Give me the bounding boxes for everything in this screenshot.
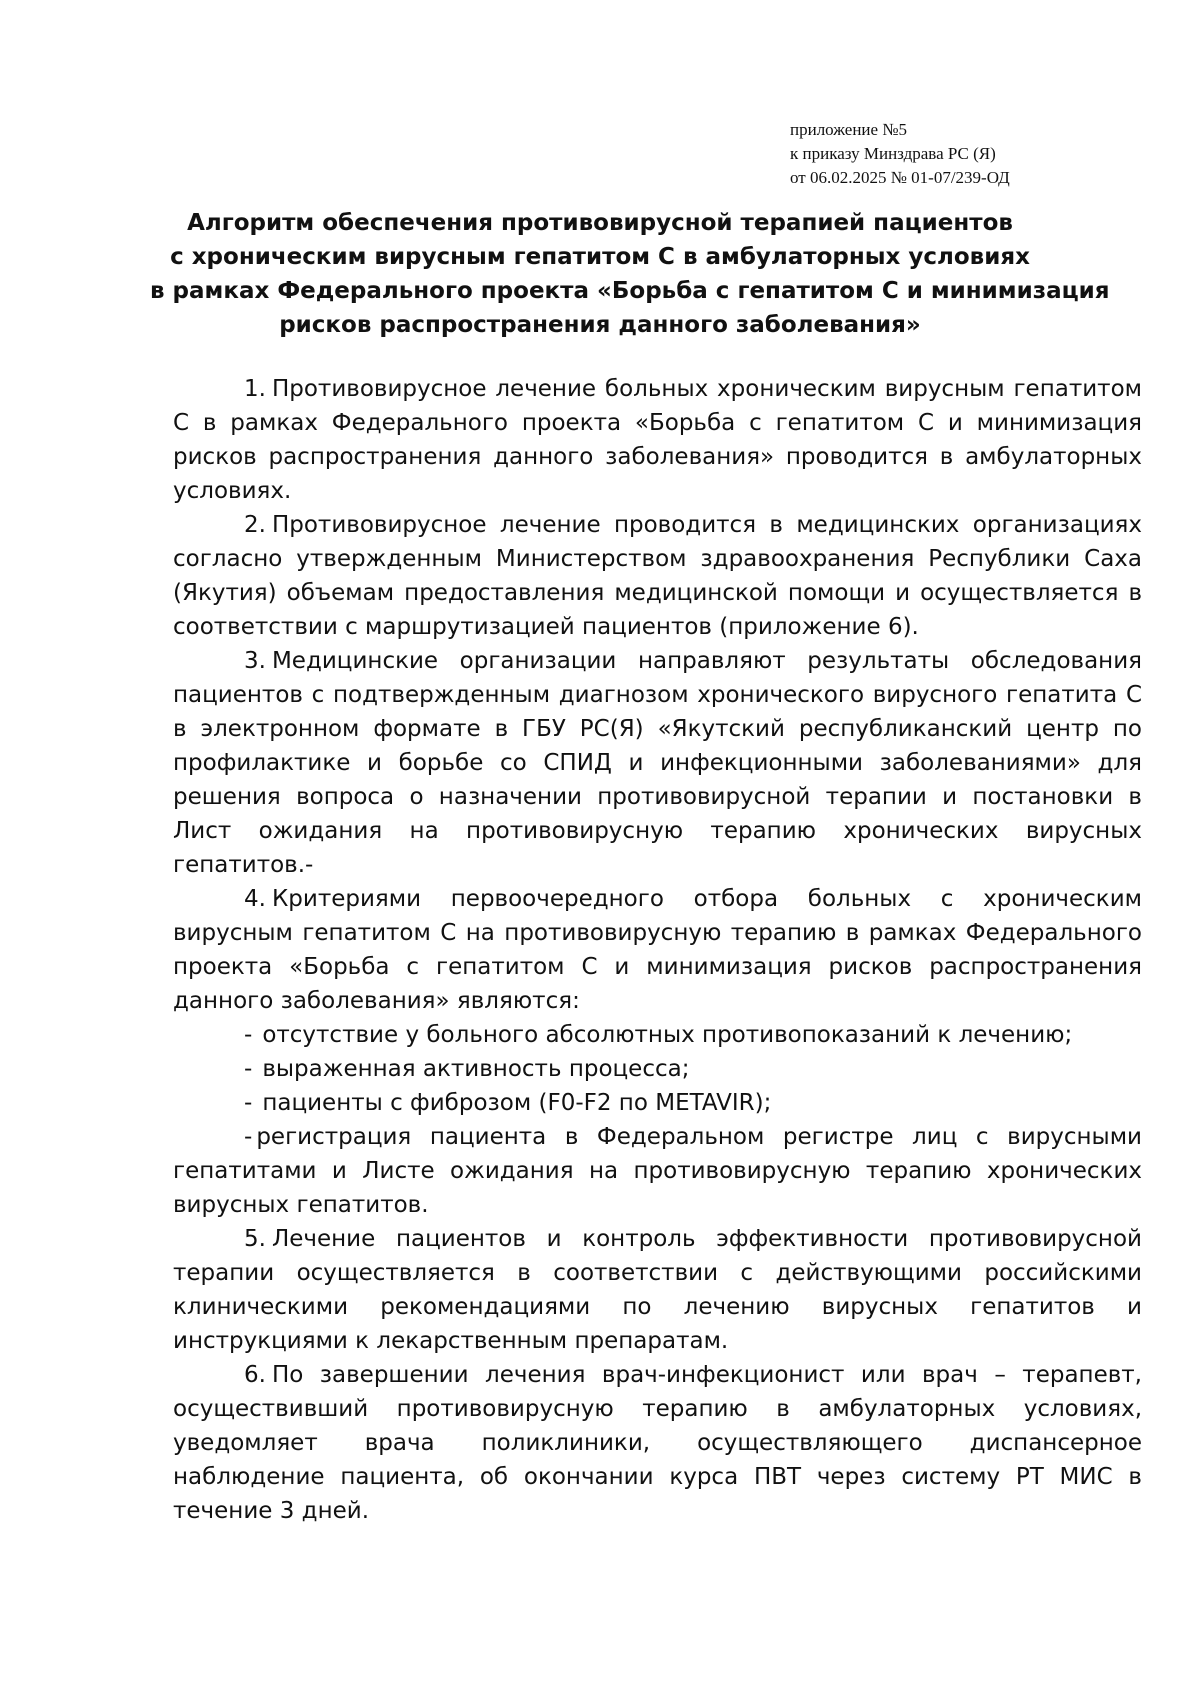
criterion-text: регистрация пациента в Федеральном регистре лиц с вирусными гепатитами и Листе ожидания на противовирусную терапию хронических вирусных гепатитов. bbox=[173, 1124, 1142, 1218]
title-line-2: с хроническим вирусным гепатитом С в амбулаторных условиях bbox=[170, 244, 1030, 270]
annex-number: приложение №5 bbox=[790, 120, 908, 139]
item-5 bbox=[173, 1222, 1142, 1358]
criterion-4 bbox=[173, 1120, 1142, 1222]
item-text: Противовирусное лечение больных хроническим вирусным гепатитом С в рамках Федерального проекта «Борьба с гепатитом С и минимизация рисков распространения данного заболевания» проводится в амбулаторных условиях. bbox=[173, 376, 1142, 504]
title-line-4: рисков распространения данного заболевания» bbox=[279, 312, 921, 338]
item-text: Медицинские организации направляют результаты обследования пациентов с подтвержденным диагнозом хронического вирусного гепатита С в электронном формате в ГБУ РС(Я) «Якутский республиканский центр по профилактике и борьбе со СПИД и инфекционными заболеваниями» для решения вопроса о назначении противовирусной терапии и постановки в Лист ожидания на противовирусную терапию хронических вирусных гепатитов.- bbox=[173, 648, 1142, 878]
item-number: 4. bbox=[244, 886, 266, 912]
dash-marker: - bbox=[244, 1056, 253, 1082]
dash-marker: - bbox=[244, 1090, 253, 1116]
document-title bbox=[150, 206, 1110, 342]
item-3 bbox=[173, 644, 1142, 882]
item-number: 1. bbox=[244, 376, 266, 402]
item-6 bbox=[173, 1358, 1142, 1528]
item-number: 3. bbox=[244, 648, 266, 674]
criterion-text: выраженная активность процесса; bbox=[262, 1056, 690, 1082]
dash-marker: - bbox=[244, 1022, 253, 1048]
item-text: По завершении лечения врач-инфекционист или врач – терапевт, осуществивший противовирусную терапию в амбулаторных условиях, уведомляет врача поликлиники, осуществляющего диспансерное наблюдение пациента, об окончании курса ПВТ через систему РТ МИС в течение 3 дней. bbox=[173, 1362, 1142, 1524]
criterion-text: пациенты с фиброзом (F0-F2 по METAVIR); bbox=[262, 1090, 772, 1116]
item-text: Лечение пациентов и контроль эффективности противовирусной терапии осуществляется в соответствии с действующими российскими клиническими рекомендациями по лечению вирусных гепатитов и инструкциями к лекарственным препаратам. bbox=[173, 1226, 1142, 1354]
dash-marker: - bbox=[244, 1124, 253, 1150]
annex-header bbox=[790, 118, 1010, 190]
item-text: Критериями первоочередного отбора больных с хроническим вирусным гепатитом С на противовирусную терапию в рамках Федерального проекта «Борьба с гепатитом С и минимизация рисков распространения данного заболевания» являются: bbox=[173, 886, 1142, 1014]
criterion-1 bbox=[173, 1018, 1142, 1052]
item-number: 6. bbox=[244, 1362, 266, 1388]
criterion-2 bbox=[173, 1052, 1142, 1086]
document-body bbox=[173, 372, 1142, 1528]
item-number: 5. bbox=[244, 1226, 266, 1252]
annex-order-date: от 06.02.2025 № 01-07/239-ОД bbox=[790, 168, 1010, 187]
title-line-3: в рамках Федерального проекта «Борьба с гепатитом С и минимизация bbox=[150, 278, 1110, 304]
criterion-3 bbox=[173, 1086, 1142, 1120]
item-number: 2. bbox=[244, 512, 266, 538]
item-4 bbox=[173, 882, 1142, 1018]
title-line-1: Алгоритм обеспечения противовирусной терапией пациентов bbox=[187, 210, 1013, 236]
annex-order-reference: к приказу Минздрава РС (Я) bbox=[790, 144, 996, 163]
item-1 bbox=[173, 372, 1142, 508]
item-2 bbox=[173, 508, 1142, 644]
item-text: Противовирусное лечение проводится в медицинских организациях согласно утвержденным Министерством здравоохранения Республики Саха (Якутия) объемам предоставления медицинской помощи и осуществляется в соответствии с маршрутизацией пациентов (приложение 6). bbox=[173, 512, 1142, 640]
criterion-text: отсутствие у больного абсолютных противопоказаний к лечению; bbox=[262, 1022, 1073, 1048]
